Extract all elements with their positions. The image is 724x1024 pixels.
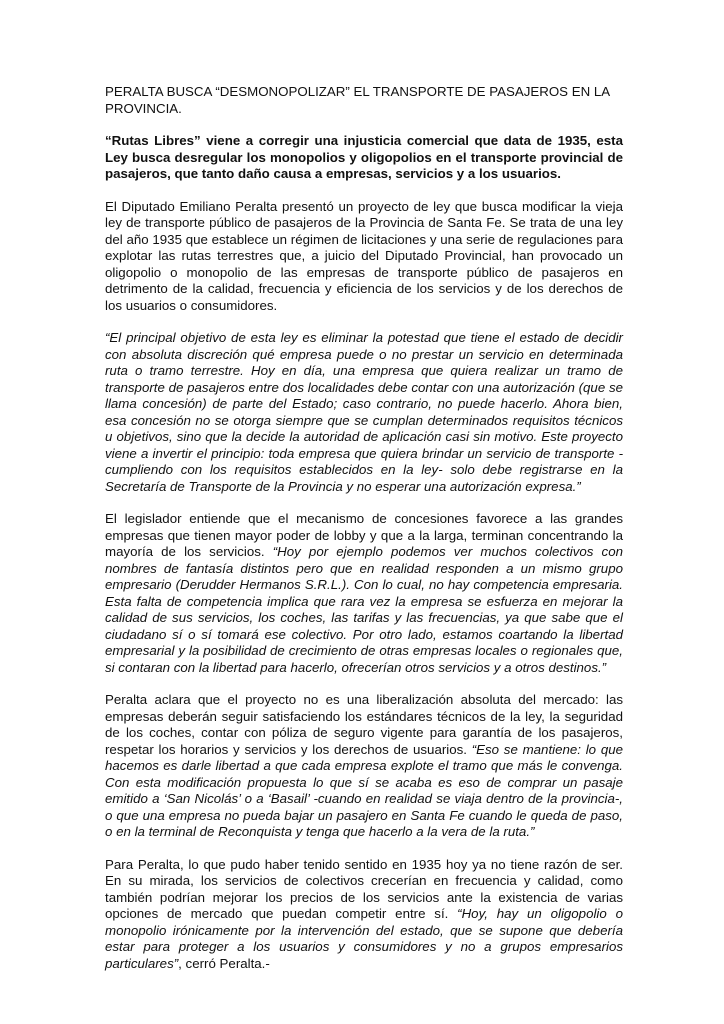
paragraph-intro: El Diputado Emiliano Peralta presentó un proyecto de ley que busca modificar la vieja ley de transporte público de pasajeros de la Provincia de Santa Fe. Se trata de una ley del año 1935 que establece un régimen de licitaciones y una serie de regulaciones para explotar las rutas terrestres que, a juicio del Diputado Provincial, han provocado un oligopolio o monopolio de las empresas de transporte público de pasajeros en detrimento de la calidad, frecuencia y eficiencia de los servicios y de los derechos de los usuarios o consumidores.: [105, 198, 623, 313]
quote-objective: “El principal objetivo de esta ley es eliminar la potestad que tiene el estado de decidir con absoluta discreción qué empresa puede o no prestar un servicio en determinada ruta o tramo terrestre. Hoy en día, una empresa que quiera realizar un tramo de transporte de pasajeros entre dos localidades debe contar con una autorización (que se llama concesión) de parte del Estado; caso contrario, no puede hacerlo. Ahora bien, esa concesión no se otorga siempre que se cumplan determinados requisitos técnicos u objetivos, sino que la decide la autoridad de aplicación casi sin motivo. Este proyecto viene a invertir el principio: toda empresa que quiera brindar un servicio de transporte -cumpliendo con los requisitos establecidos en la ley- solo debe registrarse en la Secretaría de Transporte de la Provincia y no esperar una autorización expresa.”: [105, 330, 623, 494]
paragraph-clarification-text: Peralta aclara que el proyecto no es una liberalización absoluta del mercado: las empresas deberán seguir satisfaciendo los estándares técnicos de la ley, la seguridad de los coches, contar con póliza de seguro vigente para garantía de los pasajeros, respetar los horarios y servicios y los derechos de usuarios.: [105, 692, 623, 757]
paragraph-conclusion-text: Para Peralta, lo que pudo haber tenido sentido en 1935 hoy ya no tiene razón de ser. En su mirada, los servicios de colectivos crecerían en frecuencia y calidad, como también podrían mejorar los precios de los servicios ante la existencia de varias opciones de mercado que puedan competir entre sí.: [105, 856, 623, 921]
paragraph-concessions: [105, 511, 623, 676]
paragraph-conclusion: [105, 857, 623, 973]
article-lead: “Rutas Libres” viene a corregir una injusticia comercial que data de 1935, esta Ley busca desregular los monopolios y oligopolios en el transporte provincial de pasajeros, que tanto daño causa a empresas, servicios y a los usuarios.: [105, 133, 623, 181]
quote-oligopoly: “Hoy, hay un oligopolio o monopolio irónicamente por la intervención del estado, que se supone que debería estar para proteger a los usuarios y consumidores y no a grupos empresarios particulares”: [105, 906, 623, 971]
article-title: PERALTA BUSCA “DESMONOPOLIZAR” EL TRANSPORTE DE PASAJEROS EN LA PROVINCIA.: [105, 84, 610, 116]
paragraph-conclusion-end: , cerró Peralta.-: [178, 955, 270, 971]
paragraph-clarification: [105, 692, 623, 841]
quote-competition: “Hoy por ejemplo podemos ver muchos colectivos con nombres de fantasía distintos pero que en realidad responden a un mismo grupo empresario (Derudder Hermanos S.R.L.). Con lo cual, no hay competencia empresaria. Esta falta de competencia implica que rara vez la empresa se esfuerza en mejorar la calidad de sus servicios, los coches, las tarifas y las frecuencias, ya que sabe que el ciudadano sí o sí tomará ese colectivo. Por otro lado, estamos coartando la libertad empresarial y la posibilidad de crecimiento de otras empresas locales o regionales que, si contaran con la libertad para hacerlo, ofrecerían otros servicios y a otros destinos.”: [105, 544, 623, 675]
paragraph-concessions-text: El legislador entiende que el mecanismo de concesiones favorece a las grandes empresas que tienen mayor poder de lobby y que a la larga, terminan concentrando la mayoría de los servicios.: [105, 511, 623, 559]
quote-freedom: “Eso se mantiene: lo que hacemos es darle libertad a que cada empresa explote el tramo que más le convenga. Con esta modificación propuesta lo que sí se acaba es eso de comprar un pasaje emitido a ‘San Nicolás’ o a ‘Basail’ -cuando en realidad se viaja dentro de la provincia-, o que una empresa no pueda bajar un pasajero en Santa Fe cuando le queda de paso, o en la terminal de Reconquista y tenga que hacerlo a la vera de la ruta.”: [105, 741, 624, 839]
article-body: [105, 84, 623, 988]
